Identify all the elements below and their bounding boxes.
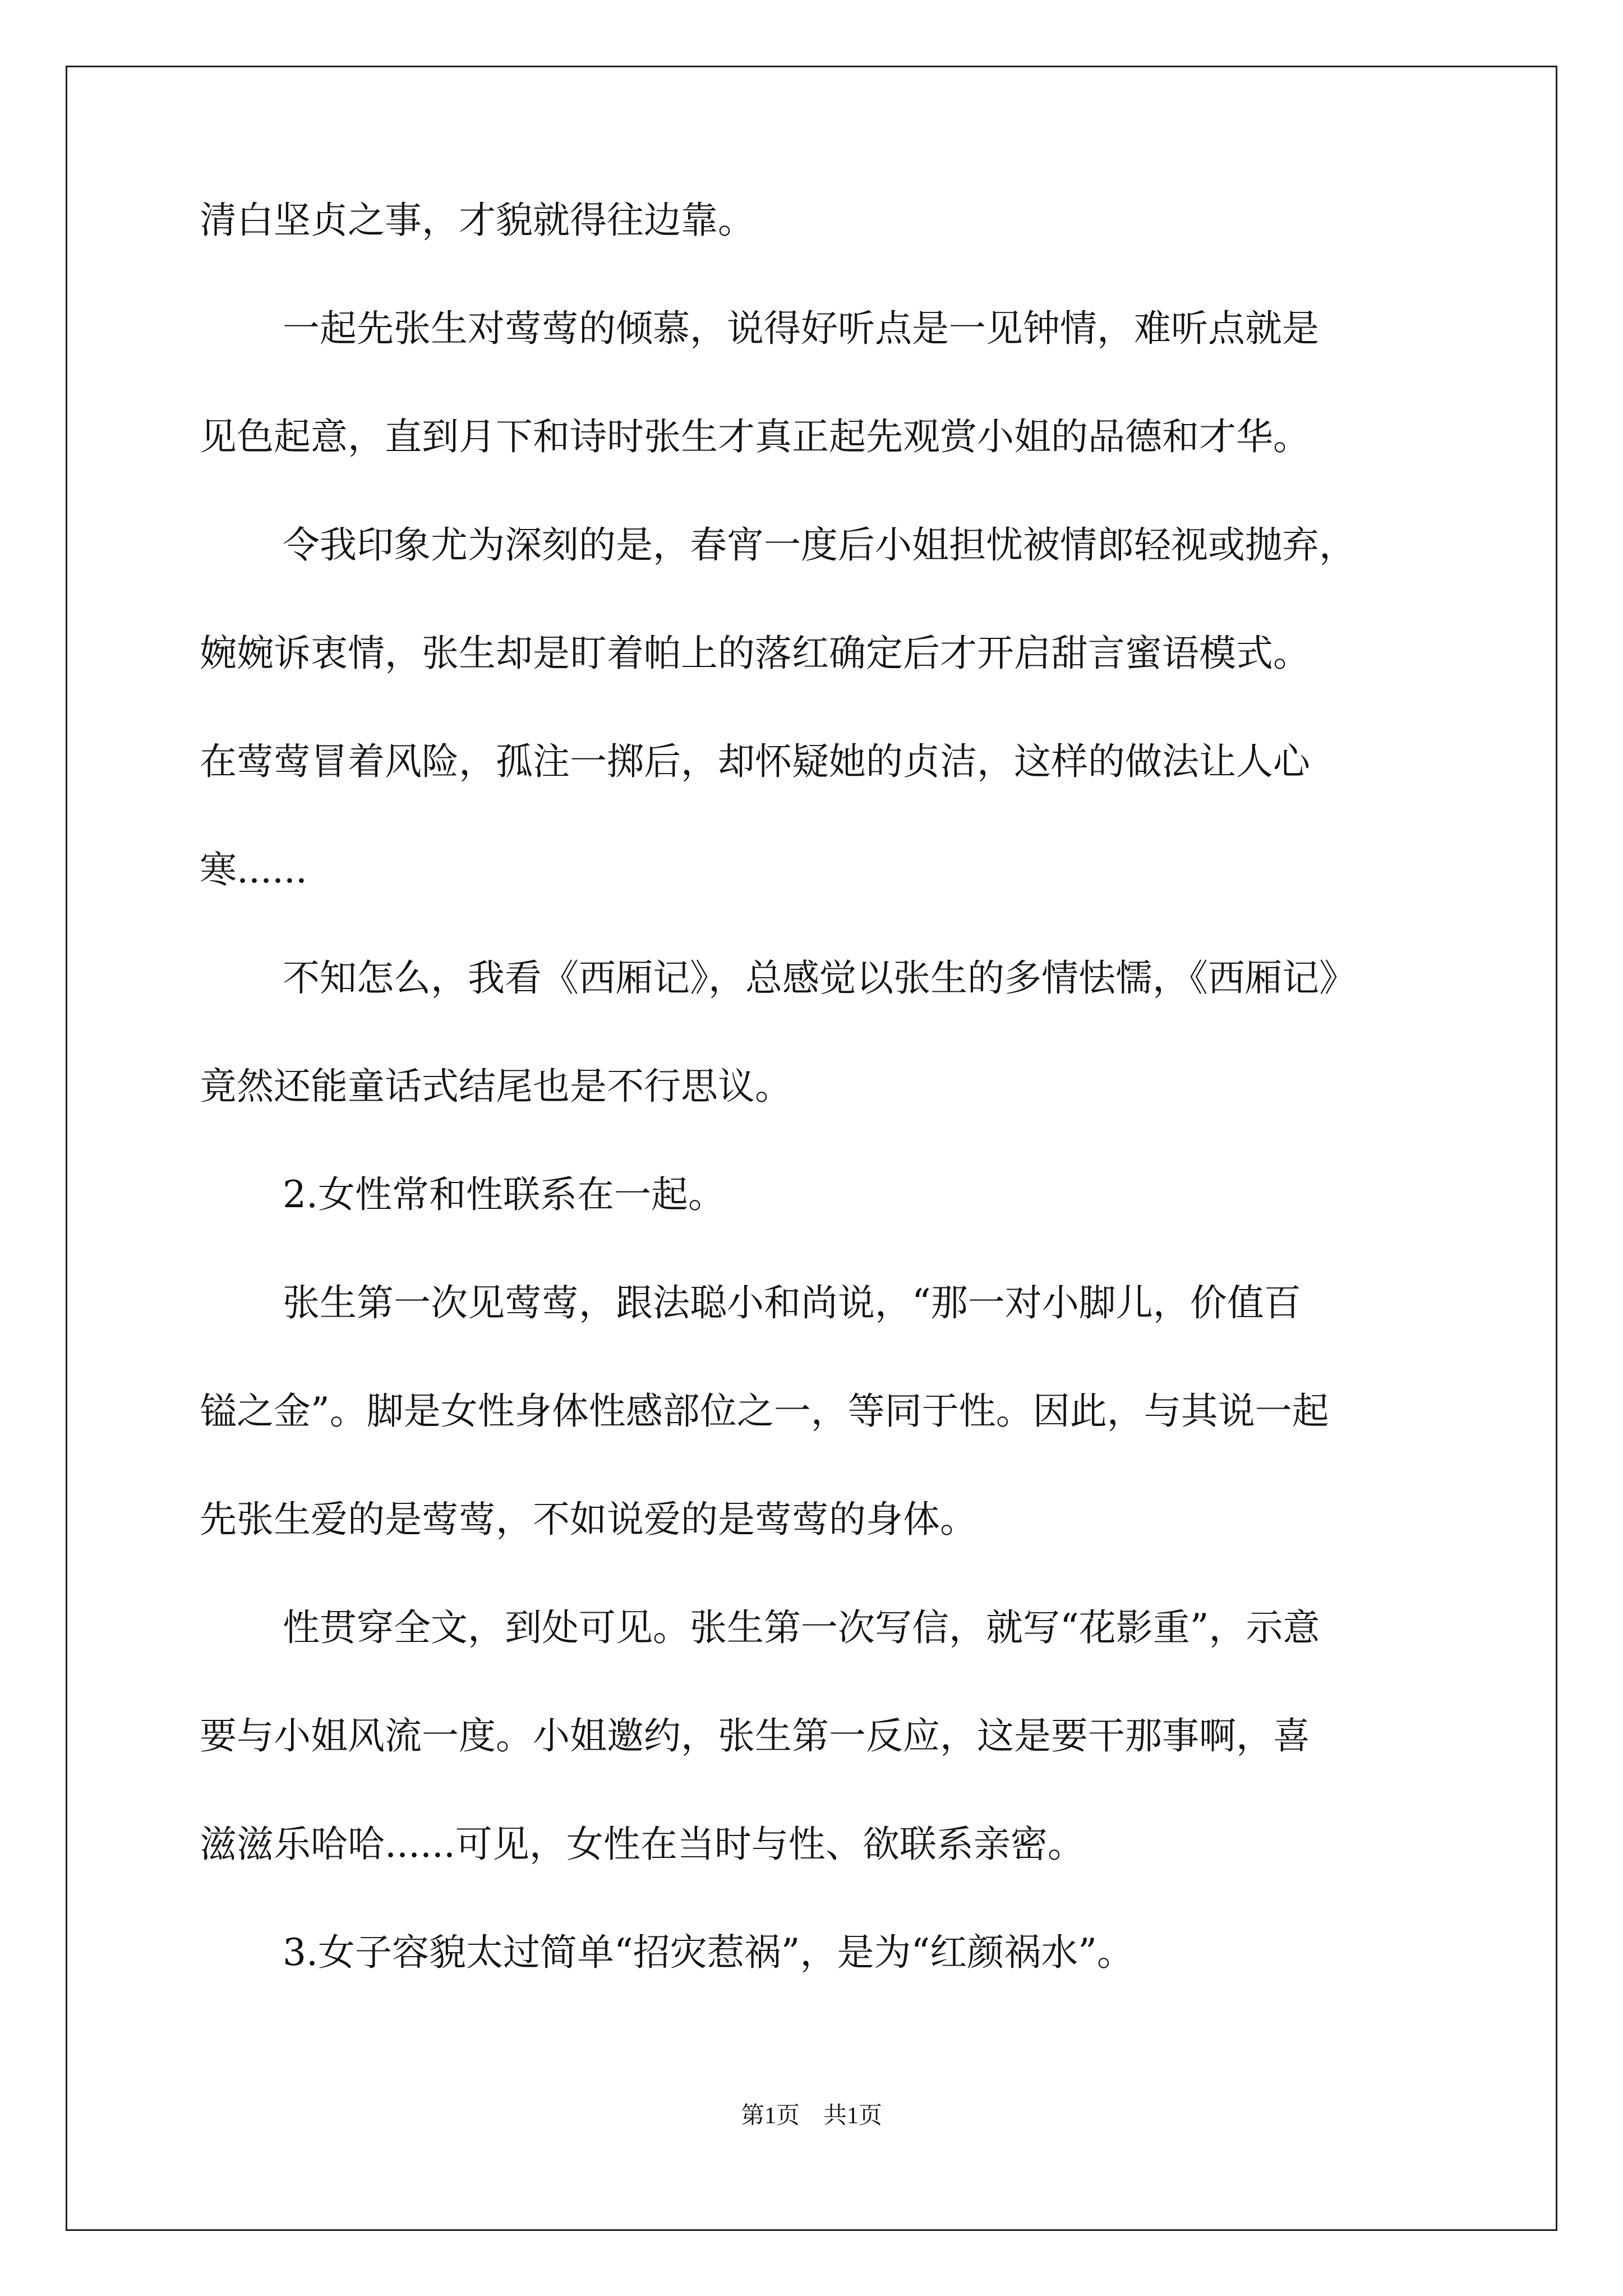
text-line: 清白坚贞之事，才貌就得往边靠。 — [200, 199, 755, 242]
text-line: 在莺莺冒着风险，孤注一掷后，却怀疑她的贞洁，这样的做法让人心 — [200, 740, 1310, 783]
section-heading: 3.女子容貌太过简单“招灾惹祸”，是为“红颜祸水”。 — [283, 1931, 1134, 1974]
paragraph-start-line: 一起先张生对莺莺的倾慕，说得好听点是一见钟情，难听点就是 — [283, 307, 1319, 350]
text-line: 滋滋乐哈哈......可见，女性在当时与性、欲联系亲密。 — [200, 1823, 1085, 1866]
section-heading: 2.女性常和性联系在一起。 — [283, 1173, 725, 1216]
paragraph-start-line: 不知怎么，我看《西厢记》，总感觉以张生的多情怯懦，《西厢记》 — [283, 956, 1356, 1000]
text-line: 寒...... — [200, 848, 307, 891]
paragraph-start-line: 令我印象尤为深刻的是，春宵一度后小姐担忧被情郎轻视或抛弃， — [283, 523, 1356, 567]
page-border — [66, 66, 1557, 2231]
text-line: 竟然还能童话式结尾也是不行思议。 — [200, 1065, 792, 1108]
page-number-footer: 第1页 共1页 — [740, 2103, 882, 2129]
text-line: 镒之金”。脚是女性身体性感部位之一，等同于性。因此，与其说一起 — [200, 1389, 1329, 1433]
paragraph-start-line: 性贯穿全文，到处可见。张生第一次写信，就写“花影重”，示意 — [283, 1606, 1320, 1649]
text-line: 先张生爱的是莺莺，不如说爱的是莺莺的身体。 — [200, 1498, 977, 1541]
text-line: 要与小姐风流一度。小姐邀约，张生第一反应，这是要干那事啊，喜 — [200, 1714, 1310, 1757]
paragraph-start-line: 张生第一次见莺莺，跟法聪小和尚说，“那一对小脚儿，价值百 — [283, 1281, 1301, 1324]
text-line: 见色起意，直到月下和诗时张生才真正起先观赏小姐的品德和才华。 — [200, 415, 1310, 458]
text-line: 婉婉诉衷情，张生却是盯着帕上的落红确定后才开启甜言蜜语模式。 — [200, 632, 1310, 675]
